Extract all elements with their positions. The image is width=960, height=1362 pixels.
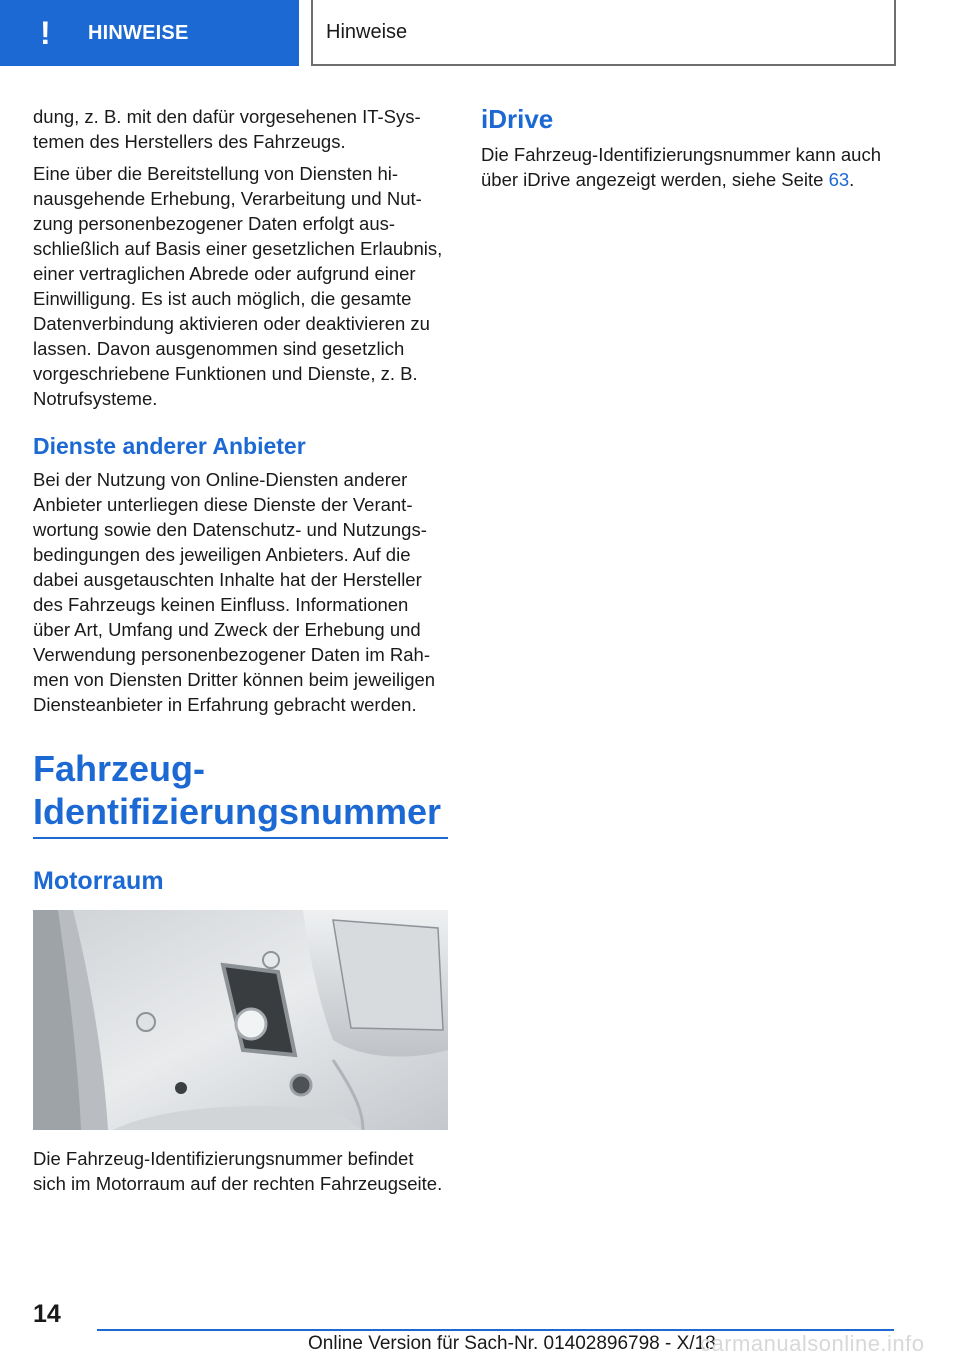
header-title: Hinweise <box>326 20 408 43</box>
section-tab-label: HINWEISE <box>88 21 189 44</box>
page-reference-link[interactable]: 63 <box>828 169 850 190</box>
section-heading-motorraum: Motorraum <box>33 867 164 895</box>
header-title-box <box>311 0 896 66</box>
chapter-heading <box>33 747 448 839</box>
chapter-heading-line1: Fahrzeug- <box>33 748 206 789</box>
section-heading-idrive: iDrive <box>481 104 554 134</box>
footer-online-version: Online Version für Sach-Nr. 01402896798 - X/18 <box>308 1333 716 1354</box>
paragraph: Eine über die Bereitstellung von Diensten hinausgehende Erhebung, Verarbeitung und Nutzung personenbezogener Daten erfolgt ausschließlich auf Basis einer gesetzlichen Erlaubnis, einer vertraglichen Abrede oder aufgrund einer Einwilligung. Es ist auch möglich, die gesamte Datenverbindung aktivieren oder deaktivieren zu lassen. Davon ausgenommen sind gesetzlich vorgeschriebene Funktionen und Dienste, z. B. Notrufsysteme. <box>33 163 443 409</box>
section-heading-dienste: Dienste anderer Anbieter <box>33 433 306 459</box>
paragraph: Die Fahrzeug-Identifizierungsnummer befindet sich im Motorraum auf der rechten Fahrzeugseite. <box>33 1148 443 1194</box>
left-column <box>33 104 448 1203</box>
page-header <box>0 0 960 68</box>
section-tab <box>0 0 299 66</box>
engine-bay-photo <box>33 910 448 1130</box>
paragraph: dung, z. B. mit den dafür vorgesehenen IT-Systemen des Herstellers des Fahrzeugs. <box>33 106 421 152</box>
right-column <box>481 104 896 199</box>
page-number: 14 <box>33 1300 61 1328</box>
paragraph: Bei der Nutzung von Online-Diensten anderer Anbieter unterliegen diese Dienste der Verantwortung sowie den Datenschutz- und Nutzungsbedingungen des jeweiligen Anbieters. Auf die dabei ausgetauschten Inhalte hat der Hersteller des Fahrzeugs keinen Einfluss. Informationen über Art, Umfang und Zweck der Erhebung und Verwendung personenbezogener Daten im Rahmen von Diensten Dritter können beim jeweiligen Diensteanbieter in Erfahrung gebracht werden. <box>33 469 436 715</box>
watermark: carmanualsonline.info <box>700 1331 925 1356</box>
chapter-heading-line2: Identifizierungsnummer <box>33 791 442 832</box>
exclamation-icon: ! <box>40 14 51 51</box>
paragraph: Die Fahrzeug-Identifizierungsnummer kann auch über iDrive angezeigt werden, siehe Seite 63. <box>481 144 882 190</box>
